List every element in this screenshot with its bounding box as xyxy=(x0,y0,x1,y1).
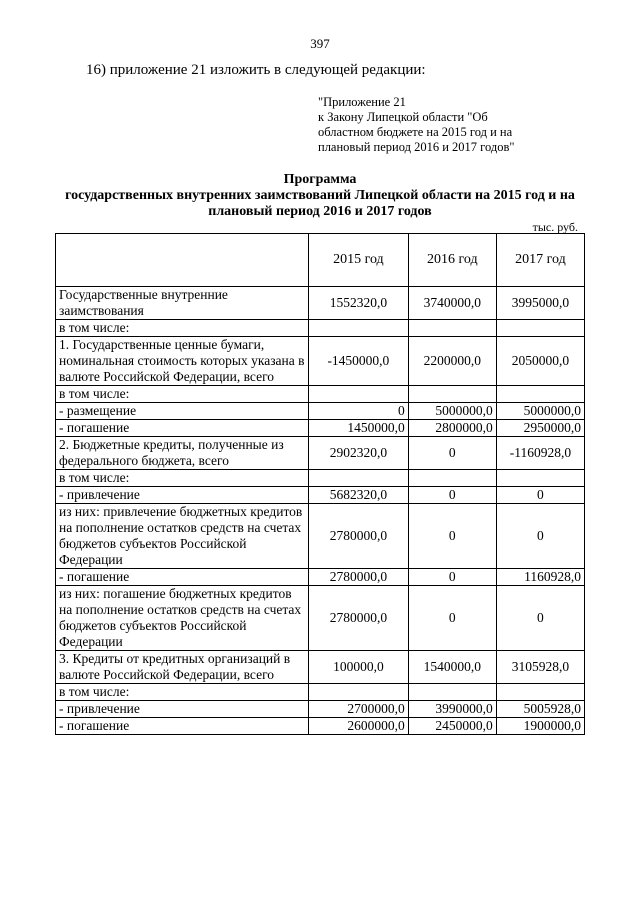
value-2016 xyxy=(408,320,496,337)
table-row xyxy=(56,569,585,586)
value-2017: 2050000,0 xyxy=(496,337,584,386)
value-2017 xyxy=(496,470,584,487)
title-line: государственных внутренних заимствований Липецкой области на 2015 год и на xyxy=(65,188,575,203)
value-2016: 0 xyxy=(408,504,496,569)
table-row xyxy=(56,470,585,487)
value-2017: 5005928,0 xyxy=(496,701,584,718)
row-label: 2. Бюджетные кредиты, полученные из федерального бюджета, всего xyxy=(56,437,309,470)
value-2017: 1160928,0 xyxy=(496,569,584,586)
borrowing-program-table xyxy=(55,233,585,735)
value-2015: 2780000,0 xyxy=(309,569,409,586)
row-label: - погашение xyxy=(56,420,309,437)
value-2016 xyxy=(408,684,496,701)
value-2016: 0 xyxy=(408,437,496,470)
value-2015: 2700000,0 xyxy=(309,701,409,718)
value-2016: 5000000,0 xyxy=(408,403,496,420)
value-2017: 0 xyxy=(496,504,584,569)
table-row xyxy=(56,287,585,320)
table-row xyxy=(56,586,585,651)
value-2015: -1450000,0 xyxy=(309,337,409,386)
value-2017: 1900000,0 xyxy=(496,718,584,735)
document-title xyxy=(40,172,600,220)
table-row xyxy=(56,487,585,504)
title-line: Программа xyxy=(283,172,357,187)
row-label: из них: погашение бюджетных кредитов на пополнение остатков средств на счетах бюджетов субъектов Российской Федерации xyxy=(56,586,309,651)
table-row xyxy=(56,504,585,569)
column-header-2016: 2016 год xyxy=(408,234,496,287)
value-2015: 0 xyxy=(309,403,409,420)
value-2015: 2600000,0 xyxy=(309,718,409,735)
column-header-2015: 2015 год xyxy=(309,234,409,287)
value-2015: 5682320,0 xyxy=(309,487,409,504)
value-2015: 2780000,0 xyxy=(309,586,409,651)
value-2016 xyxy=(408,386,496,403)
table-header-row xyxy=(56,234,585,287)
value-2015: 1552320,0 xyxy=(309,287,409,320)
value-2015: 1450000,0 xyxy=(309,420,409,437)
table-row xyxy=(56,320,585,337)
table-row xyxy=(56,420,585,437)
row-label: 3. Кредиты от кредитных организаций в валюте Российской Федерации, всего xyxy=(56,651,309,684)
table-row xyxy=(56,437,585,470)
value-2015 xyxy=(309,386,409,403)
value-2017 xyxy=(496,386,584,403)
value-2015 xyxy=(309,684,409,701)
value-2016: 2450000,0 xyxy=(408,718,496,735)
table-row xyxy=(56,337,585,386)
value-2016 xyxy=(408,470,496,487)
table-row xyxy=(56,386,585,403)
value-2017: 2950000,0 xyxy=(496,420,584,437)
row-label: - привлечение xyxy=(56,487,309,504)
row-label: Государственные внутренние заимствования xyxy=(56,287,309,320)
row-label: - привлечение xyxy=(56,701,309,718)
header-empty-cell xyxy=(56,234,309,287)
page-number: 397 xyxy=(310,36,330,51)
appendix-line: областном бюджете на 2015 год и на xyxy=(318,125,513,139)
units-label: тыс. руб. xyxy=(532,220,578,234)
appendix-line: "Приложение 21 xyxy=(318,95,406,109)
value-2017 xyxy=(496,684,584,701)
row-label: в том числе: xyxy=(56,386,309,403)
value-2016: 1540000,0 xyxy=(408,651,496,684)
column-header-2017: 2017 год xyxy=(496,234,584,287)
value-2017 xyxy=(496,320,584,337)
value-2015: 2902320,0 xyxy=(309,437,409,470)
value-2016: 2200000,0 xyxy=(408,337,496,386)
value-2016: 0 xyxy=(408,569,496,586)
value-2015 xyxy=(309,470,409,487)
row-label: 1. Государственные ценные бумаги, номинальная стоимость которых указана в валюте Российской Федерации, всего xyxy=(56,337,309,386)
value-2016: 3740000,0 xyxy=(408,287,496,320)
table-row xyxy=(56,403,585,420)
value-2016: 0 xyxy=(408,487,496,504)
row-label: в том числе: xyxy=(56,684,309,701)
table-row xyxy=(56,718,585,735)
title-line: плановый период 2016 и 2017 годов xyxy=(208,204,432,219)
value-2015: 2780000,0 xyxy=(309,504,409,569)
value-2016: 3990000,0 xyxy=(408,701,496,718)
row-label: - погашение xyxy=(56,718,309,735)
row-label: из них: привлечение бюджетных кредитов на пополнение остатков средств на счетах бюджетов субъектов Российской Федерации xyxy=(56,504,309,569)
value-2017: 0 xyxy=(496,586,584,651)
value-2015 xyxy=(309,320,409,337)
appendix-reference xyxy=(318,95,514,155)
table-row xyxy=(56,701,585,718)
row-label: - погашение xyxy=(56,569,309,586)
value-2017: 5000000,0 xyxy=(496,403,584,420)
table-row xyxy=(56,651,585,684)
value-2017: 0 xyxy=(496,487,584,504)
row-label: в том числе: xyxy=(56,320,309,337)
value-2017: -1160928,0 xyxy=(496,437,584,470)
value-2017: 3995000,0 xyxy=(496,287,584,320)
value-2016: 0 xyxy=(408,586,496,651)
row-label: - размещение xyxy=(56,403,309,420)
appendix-line: плановый период 2016 и 2017 годов" xyxy=(318,140,515,154)
value-2016: 2800000,0 xyxy=(408,420,496,437)
value-2015: 100000,0 xyxy=(309,651,409,684)
table-row xyxy=(56,684,585,701)
amendment-text: 16) приложение 21 изложить в следующей редакции: xyxy=(86,62,426,78)
appendix-line: к Закону Липецкой области "Об xyxy=(318,110,488,124)
value-2017: 3105928,0 xyxy=(496,651,584,684)
row-label: в том числе: xyxy=(56,470,309,487)
